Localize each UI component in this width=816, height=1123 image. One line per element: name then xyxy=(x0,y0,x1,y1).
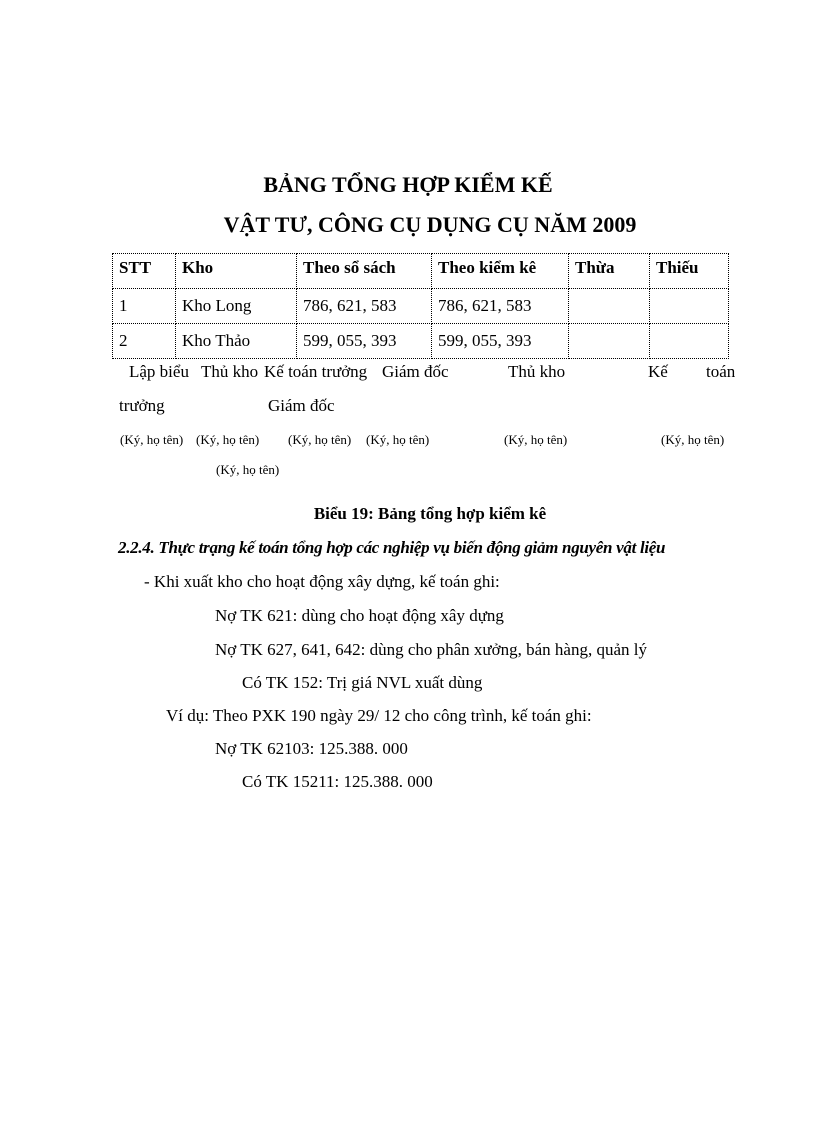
sign-note: (Ký, họ tên) xyxy=(504,432,568,447)
sign-note: (Ký, họ tên) xyxy=(288,432,352,447)
body-paragraph: Có TK 152: Trị giá NVL xuất dùng xyxy=(242,673,483,692)
table-cell: 2 xyxy=(113,324,176,359)
sign-note: (Ký, họ tên) xyxy=(196,432,260,447)
table-cell xyxy=(569,289,650,324)
sign-note: (Ký, họ tên) xyxy=(661,432,725,447)
table-caption: Biểu 19: Bảng tổng hợp kiểm kê xyxy=(313,504,547,523)
table-row xyxy=(113,324,729,359)
sign-note: (Ký, họ tên) xyxy=(120,432,184,447)
title-line-1: BẢNG TỔNG HỢP KIỂM KẾ xyxy=(263,172,553,197)
sign-note-2: (Ký, họ tên) xyxy=(216,462,280,477)
sig-ke-toan-truong: Kế toán trưởng xyxy=(264,362,368,381)
section-heading: 2.2.4. Thực trạng kế toán tổng hợp các nghiệp vụ biến động giảm nguyên vật liệu xyxy=(118,538,666,557)
table-cell: 599, 055, 393 xyxy=(432,324,569,359)
body-paragraph: Nợ TK 621: dùng cho hoạt động xây dựng xyxy=(215,606,504,625)
body-paragraph: Nợ TK 627, 641, 642: dùng cho phân xưởng, bán hàng, quản lý xyxy=(215,640,647,659)
body-paragraph: Ví dụ: Theo PXK 190 ngày 29/ 12 cho công trình, kế toán ghi: xyxy=(166,706,592,725)
header-thieu: Thiếu xyxy=(650,254,729,289)
sig-toan: toán xyxy=(706,362,736,381)
table-row xyxy=(113,289,729,324)
sig-ke: Kế xyxy=(648,362,668,381)
body-paragraph: - Khi xuất kho cho hoạt động xây dựng, kế toán ghi: xyxy=(144,572,500,591)
header-theo-kiem-ke: Theo kiểm kê xyxy=(432,254,569,289)
body-paragraph: Có TK 15211: 125.388. 000 xyxy=(242,772,433,791)
sig-lap-bieu: Lập biểu xyxy=(129,362,189,381)
table-cell xyxy=(569,324,650,359)
table-cell: 599, 055, 393 xyxy=(297,324,432,359)
table-header-row xyxy=(113,254,729,289)
table-cell: Kho Thảo xyxy=(176,324,297,359)
table-cell: Kho Long xyxy=(176,289,297,324)
header-kho: Kho xyxy=(176,254,297,289)
table-cell: 1 xyxy=(113,289,176,324)
sig-thu-kho: Thủ kho xyxy=(201,362,259,381)
sig-thu-kho-2: Thủ kho xyxy=(508,362,566,381)
table-cell: 786, 621, 583 xyxy=(297,289,432,324)
table-cell xyxy=(650,324,729,359)
table-cell: 786, 621, 583 xyxy=(432,289,569,324)
table-cell xyxy=(650,289,729,324)
header-theo-so-sach: Theo sổ sách xyxy=(297,254,432,289)
inventory-table xyxy=(112,253,729,359)
title-line-2: VẬT TƯ, CÔNG CỤ DỤNG CỤ NĂM 2009 xyxy=(223,212,637,237)
sign-note: (Ký, họ tên) xyxy=(366,432,430,447)
header-stt: STT xyxy=(113,254,176,289)
sig-giam-doc: Giám đốc xyxy=(382,362,449,381)
body-paragraph: Nợ TK 62103: 125.388. 000 xyxy=(215,739,408,758)
header-thua: Thừa xyxy=(569,254,650,289)
sig-truong: trưởng xyxy=(119,396,165,415)
sig-giam-doc-2: Giám đốc xyxy=(268,396,335,415)
